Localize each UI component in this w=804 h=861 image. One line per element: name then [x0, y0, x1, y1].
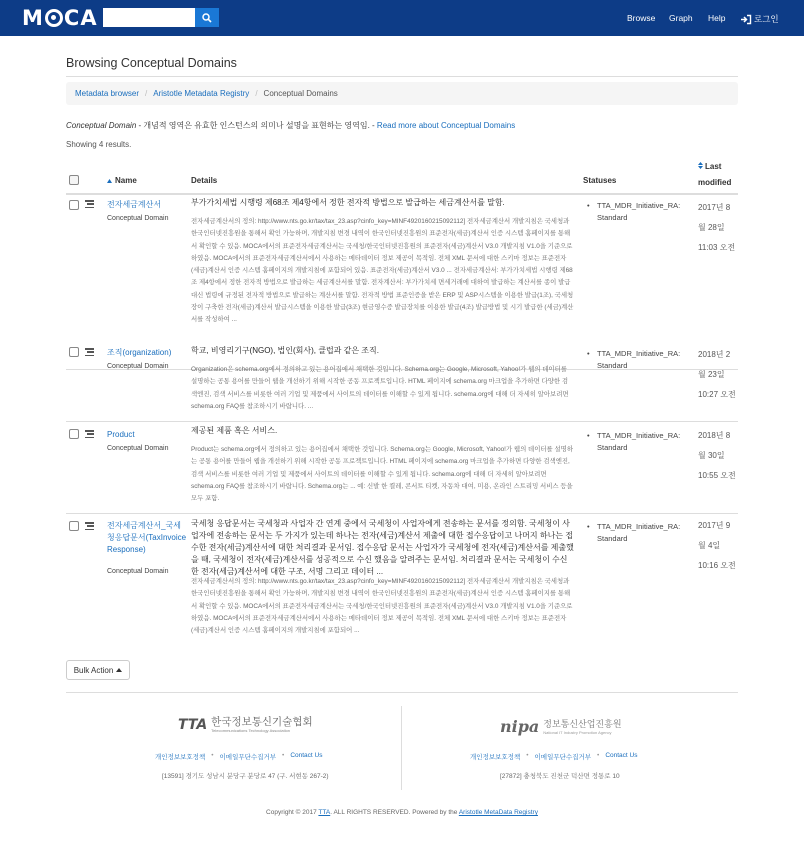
tta-logo-name: 한국정보통신기술협회: [211, 716, 313, 728]
navbar: [0, 0, 804, 36]
bulk-action-button[interactable]: [66, 660, 130, 680]
results-count: Showing 4 results.: [66, 140, 132, 149]
description-text: - 개념적 영역은 유효한 인스턴스의 의미나 설명을 표현하는 영역임. -: [136, 121, 377, 130]
row-checkbox[interactable]: [69, 521, 79, 531]
login-label: 로그인: [754, 14, 779, 24]
nav-browse[interactable]: Browse: [627, 13, 656, 23]
column-details: Details: [191, 176, 218, 185]
item-status: • TTA_MDR_Initiative_RA: Standard: [597, 200, 692, 224]
nipa-logo-name: 정보통신산업진흥원: [543, 718, 622, 729]
row-divider: [66, 513, 738, 514]
tta-logo[interactable]: [178, 717, 313, 733]
page-title: Browsing Conceptual Domains: [66, 56, 237, 70]
tta-logo-en: Telecommunications Technology Association: [211, 728, 291, 733]
copyright: Copyright © 2017 TTA. ALL RIGHTS RESERVED. Powered by the Aristotle MetaData Registry: [266, 809, 538, 816]
read-more-link[interactable]: Read more about Conceptual Domains: [376, 121, 516, 130]
bulk-action-label: Bulk Action: [73, 665, 114, 675]
row-checkbox[interactable]: [69, 200, 79, 210]
column-last-modified-label: Last modified: [698, 162, 732, 187]
item-definition: 학교, 비영리기구(NGO), 법인(회사), 클럽과 같은 조직.: [191, 346, 379, 355]
item-status: • TTA_MDR_Initiative_RA: Standard: [597, 430, 692, 454]
description-label: Conceptual Domain: [66, 121, 137, 130]
item-name-link[interactable]: 전자세금계산서_국세청응답문서(TaxInvoiceResponse): [107, 521, 187, 554]
search-button[interactable]: [195, 8, 219, 27]
contact-us-link[interactable]: Contact Us: [290, 752, 323, 759]
breadcrumb-separator: /: [255, 89, 258, 98]
privacy-policy-link[interactable]: 개인정보보호정책: [155, 754, 206, 761]
footer-left-links: 개인정보보호정책 • 이메일무단수집거부 • Contact Us: [155, 752, 323, 761]
item-last-modified: 2017년 9월 4일 10:16 오전: [698, 521, 736, 570]
footer-left-address: [13591] 경기도 성남시 분당구 분당로 47 (구. 서현동 267-2): [162, 773, 329, 780]
table-header-divider: [66, 193, 738, 195]
breadcrumb: [66, 82, 738, 105]
sign-in-icon: [741, 15, 751, 24]
item-last-modified: 2018년 2월 23일 10:27 오전: [698, 350, 736, 399]
nipa-logo[interactable]: [500, 717, 622, 736]
column-statuses: Statuses: [583, 176, 617, 185]
title-divider: [66, 76, 738, 77]
item-status: • TTA_MDR_Initiative_RA: Standard: [597, 348, 692, 372]
row-checkbox[interactable]: [69, 429, 79, 439]
expand-icon[interactable]: [85, 522, 94, 530]
row-divider: [66, 421, 738, 422]
item-definition: 부가가치세법 시행령 제68조 제4항에서 정한 전자적 방법으로 발급하는 세금계산서를 말함.: [191, 198, 505, 207]
search-input[interactable]: [103, 8, 195, 27]
copyright-tta-link[interactable]: TTA: [318, 809, 331, 816]
caret-up-icon: [116, 668, 122, 672]
logo-o-mark: [45, 9, 63, 27]
breadcrumb-separator: /: [145, 89, 148, 98]
item-body: 전자세금계산서의 정의: http://www.nts.go.kr/tax/tax_23.asp?cinfo_key=MINF4920160215092112] 전자세금계산서 개발지침은 국세청과 한국인터넷진흥원을 통해서 확인 가능하며, 개발지침 변경 내역이 한국인터넷진흥원의 표준전자(세금)계산서 인증 시스템 홈페이지를 통해서 확인할 수 있음. MOCA에서의 표준전자세금계산서는 국세청/한국인터넷진흥원의 표준전자(세금)계산서 V3.0 개발지침 V1.0을 기준으로 하였음. MOCA에서의 표준전자세금계산서에서 사용하는 메타데이터 정보 제공이 목적임. 전체 XML 문서에 대한 스키마 정보는 표준전자(세금)계산서 인증 시스템 홈페이지의 개발지침에 포함되어 있음. 표준전자(세금)계산서 V3.0 ... 전자세금계산서: 부가가치세법 시행령 제68조 제4항에서 정한 전자적 방법으로 발급하는 세금계산서를 말함. 전자계산서: 부가가치세 면세거래에 대하여 발급하는 계산서를 종이 발급 대신 법령에 규정된 전자적 방법으로 발급하는 계산서를 말함. 전자적 방법 표준인증을 받은 ERP 및 ASP시스템을 이용한 발급(1조), 국세청장이 구축한 전자(세금)계산서 발급시스템을 이용한 발급(3조) 현금영수증 발급장치를 이용한 발급(4조) 발급방법 및 시기 발급한 (세금)계산서를 작성하여 ...: [191, 218, 574, 324]
email-refusal-link[interactable]: 이메일무단수집거부: [219, 754, 277, 761]
item-definition: 제공된 제품 혹은 서비스.: [191, 426, 278, 435]
expand-icon[interactable]: [85, 430, 94, 438]
select-all-checkbox[interactable]: [69, 175, 79, 185]
item-type: Conceptual Domain: [107, 445, 169, 452]
contact-us-link[interactable]: Contact Us: [605, 752, 638, 759]
column-last-modified[interactable]: [698, 159, 738, 191]
nav-login[interactable]: [741, 13, 779, 25]
item-body: 전자세금계산서의 정의: http://www.nts.go.kr/tax/tax_23.asp?cinfo_key=MINF4920160215092112] 전자세금계산서 개발지침은 국세청과 한국인터넷진흥원을 통해서 확인 가능하며, 개발지침 변경 내역이 한국인터넷진흥원의 표준전자(세금)계산서 인증 시스템 홈페이지를 통해서 확인할 수 있음. MOCA에서의 표준전자세금계산서는 국세청/한국인터넷진흥원의 표준전자(세금)계산서 V3.0 개발지침 V1.0을 기준으로 하였음. MOCA에서의 표준전자세금계산서에서 사용하는 메타데이터 정보 제공이 목적임. 전체 XML 문서에 대한 스키마 정보는 표준전자(세금)계산서 인증 시스템 홈페이지의 개발지침에 포함되어 ...: [191, 578, 573, 635]
column-name-label: Name: [115, 176, 137, 185]
expand-icon[interactable]: [85, 348, 94, 356]
item-type: Conceptual Domain: [107, 363, 169, 370]
breadcrumb-aristotle-registry[interactable]: Aristotle Metadata Registry: [153, 89, 250, 98]
footer-column-divider: [401, 706, 402, 790]
item-definition: 국세청 응답문서는 국세청과 사업자 간 연계 중에서 국세청이 사업자에게 전송하는 문서를 정의함. 국세청이 사업자에 전송하는 문서는 두 가지가 있는데 하나는 전자(세금)계산서 제출에 대한 접수응답이고 나머지 하나는 접수한 전자(세금)계산서에 대한 처리결과 문서임. 접수응답 문서는 사업자가 국세청에 전자(세금)계산서를 제출했을 때, 국세청이 전자(세금)계산서를 성공적으로 수신 했음을 알려주는 문서임. 처리결과 문서는 국세청이 수신한 전자(세금)계산서에 대한 구조, 서명 그리고 데이터 ...: [191, 519, 574, 576]
sort-icon: [698, 162, 703, 169]
breadcrumb-metadata-browser[interactable]: Metadata browser: [75, 89, 140, 98]
item-body: Organization은 schema.org에서 정의하고 있는 용어집에서 채택한 것입니다. Schema.org는 Google, Microsoft, Yahoo!가 웹의 데이터를 설명하는 공통 용어를 만들어 웹을 개선하기 위해 시작한 공동 프로젝트입니다. HTML 페이지에 schema.org 마크업을 추가하면 다양한 검색엔진, 검색 서비스를 비롯한 여러 기업 및 제품에서 사이트의 데이터를 이해할 수 있게 됩니다. schema.org에 대해 더 자세히 알아보려면 schema.org FAQ를 참조하시기 바랍니다. ...: [191, 366, 569, 410]
item-type: Conceptual Domain: [107, 215, 169, 222]
privacy-policy-link[interactable]: 개인정보보호정책: [470, 754, 521, 761]
item-status: • TTA_MDR_Initiative_RA: Standard: [597, 521, 692, 545]
item-name-link[interactable]: 전자세금계산서: [107, 200, 162, 209]
page-description: [66, 120, 515, 131]
nipa-logo-mark: nipa: [500, 717, 540, 736]
tta-logo-mark: TTA: [178, 717, 208, 733]
moca-logo[interactable]: M CA: [22, 6, 98, 30]
search-icon: [202, 13, 212, 23]
footer-right-address: [27872] 충청북도 진천군 덕산면 정통로 10: [500, 773, 620, 780]
sort-up-icon: [107, 179, 112, 183]
footer-divider: [66, 692, 738, 693]
email-refusal-link[interactable]: 이메일무단수집거부: [534, 754, 592, 761]
aristotle-link[interactable]: Aristotle MetaData Registry: [458, 809, 538, 816]
row-checkbox[interactable]: [69, 347, 79, 357]
breadcrumb-current: Conceptual Domains: [263, 89, 338, 98]
nipa-logo-en: National IT Industry Promotion Agency: [543, 729, 612, 735]
expand-icon[interactable]: [85, 200, 94, 208]
item-last-modified: 2018년 8월 30일 10:55 오전: [698, 431, 736, 480]
item-name-link[interactable]: 조직(organization): [107, 348, 172, 357]
item-last-modified: 2017년 8월 28일 11:03 오전: [698, 203, 736, 252]
item-name-link[interactable]: Product: [107, 430, 135, 439]
column-name[interactable]: [107, 176, 137, 185]
item-type: Conceptual Domain: [107, 568, 169, 575]
item-body: Product는 schema.org에서 정의하고 있는 용어집에서 채택한 것입니다. Schema.org는 Google, Microsoft, Yahoo!가 웹의 데이터를 설명하는 공통 용어를 만들어 웹을 개선하기 위해 시작한 공동 프로젝트입니다. HTML 페이지에 schema.org 마크업을 추가하면 다양한 검색엔진, 검색 서비스를 비롯한 여러 기업 및 제품에서 사이트의 데이터를 이해할 수 있게 됩니다. schema.org에 대해 더 자세히 알아보려면 schema.org FAQ를 참조하시기 바랍니다. Schema.org는 ... 예: 신발 한 켤레, 콘서트 티켓, 자동차 대여, 미용, 온라인 스트리밍 서비스 등을 모두 포함.: [191, 446, 574, 503]
nav-help[interactable]: Help: [708, 13, 726, 23]
footer-right-links: 개인정보보호정책 • 이메일무단수집거부 • Contact Us: [470, 752, 638, 761]
nav-graph[interactable]: Graph: [669, 13, 693, 23]
